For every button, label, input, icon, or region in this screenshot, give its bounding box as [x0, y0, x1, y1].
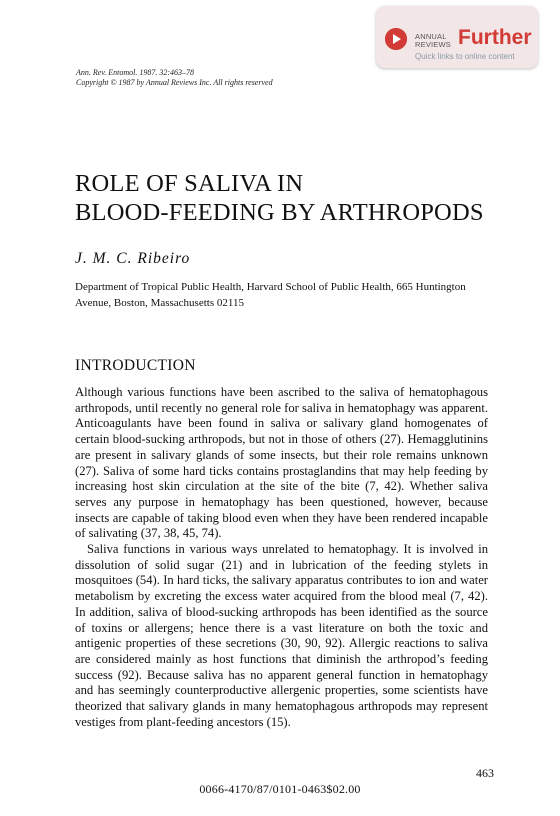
- paragraph-1: Although various functions have been ascribed to the saliva of hematophagous arthropods, until recently no general role for saliva in hematophagy was apparent. Anticoagulants have been found in saliva or salivary gland homogenates of certain blood-sucking arthropods, but not in those of others (27). Hemagglutinins are present in salivary glands of some insects, but their role remains unknown (27). Saliva of some hard ticks contains prostaglandins that may help feeding by increasing host skin circulation at the site of the bite (7, 42). Whether saliva serves any purpose in hematophagy has been questioned, however, because insects are capable of taking blood even when they have been rendered incapable of salivating (37, 38, 45, 74).: [75, 385, 488, 541]
- citation-line-2: Copyright © 1987 by Annual Reviews Inc. All rights reserved: [76, 78, 273, 87]
- title-line-1: ROLE OF SALIVA IN: [75, 170, 304, 197]
- badge-further-text: Further: [458, 26, 532, 49]
- page-number: 463: [476, 766, 494, 780]
- footer-code: 0066-4170/87/0101-0463$02.00: [199, 782, 361, 796]
- badge-reviews-text: REVIEWS: [415, 40, 451, 49]
- badge-subtitle: Quick links to online content: [415, 52, 515, 61]
- author-affiliation: Department of Tropical Public Health, Harvard School of Public Health, 665 Huntington Avenue, Boston, Massachusetts 02115: [75, 281, 466, 309]
- section-heading: INTRODUCTION: [75, 357, 196, 374]
- title-line-2: BLOOD-FEEDING BY ARTHROPODS: [75, 199, 484, 226]
- citation-line-1: Ann. Rev. Entomol. 1987. 32:463–78: [76, 68, 195, 77]
- further-badge[interactable]: [376, 6, 538, 68]
- journal-citation: [76, 68, 273, 88]
- author-name: J. M. C. Ribeiro: [75, 250, 191, 267]
- body-text: [75, 385, 488, 730]
- paragraph-2: Saliva functions in various ways unrelated to hematophagy. It is involved in dissolution of solid sugar (21) and in lubrication of the feeding stylets in mosquitoes (54). In hard ticks, the salivary apparatus contributes to ion and water metabolism by excreting the excess water acquired from the blood meal (7, 42). In addition, saliva of blood-sucking arthropods has been identified as the source of toxins or allergens; hence there is a vast literature on both the toxic and antigenic properties of these secretions (30, 90, 92). Allergic reactions to saliva are considered mainly as host functions that diminish the arthropod’s feeding success (92). Because saliva has no apparent general function in hematophagy and has seemingly counterproductive allergenic properties, some scientists have theorized that salivary glands in many hematophagous arthropods may represent vestiges from plant-feeding ancestors (15).: [75, 542, 488, 729]
- article-title: [75, 169, 484, 227]
- badge-annual-text: ANNUAL: [415, 32, 447, 41]
- annual-reviews-logo-icon: [385, 28, 407, 50]
